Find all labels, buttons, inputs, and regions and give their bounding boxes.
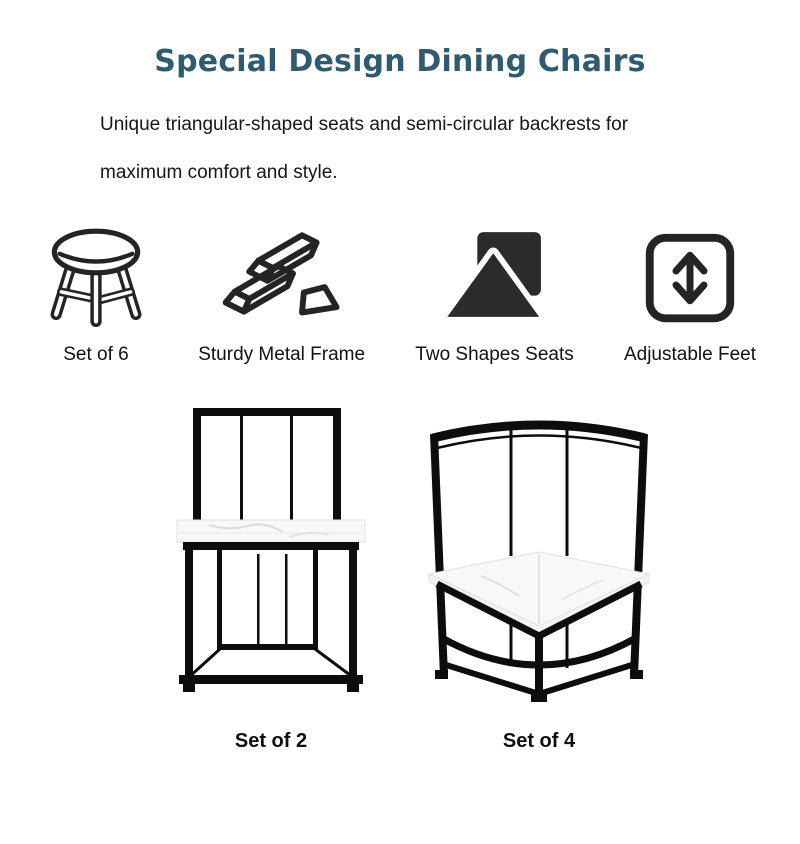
feature-two-shapes-seats [415, 221, 573, 366]
feature-row [0, 221, 800, 366]
product-set-of-2 [171, 404, 371, 753]
description [100, 101, 800, 197]
product-label: Set of 4 [502, 730, 576, 752]
square-chair-illustration [171, 404, 371, 704]
description-line-1: Unique triangular-shaped seats and semi-circular backrests for [100, 114, 629, 135]
product-row [0, 404, 800, 753]
page-title: Special Design Dining Chairs [154, 44, 646, 79]
adjustable-feet-icon [641, 221, 739, 335]
feature-label: Sturdy Metal Frame [198, 344, 366, 365]
two-shapes-icon [442, 221, 548, 335]
feature-label: Set of 6 [63, 344, 129, 365]
feature-label: Two Shapes Seats [415, 344, 574, 365]
stool-icon [44, 221, 148, 335]
product-label: Set of 2 [234, 730, 308, 752]
feature-sturdy-metal-frame [198, 221, 365, 366]
corner-chair-illustration [421, 404, 657, 704]
description-line-2: maximum comfort and style. [100, 162, 338, 183]
metal-ingots-icon [222, 221, 342, 335]
product-infographic [0, 44, 800, 753]
feature-label: Adjustable Feet [623, 344, 756, 365]
feature-set-of-6 [44, 221, 148, 366]
product-set-of-4 [421, 404, 657, 753]
feature-adjustable-feet [624, 221, 756, 366]
